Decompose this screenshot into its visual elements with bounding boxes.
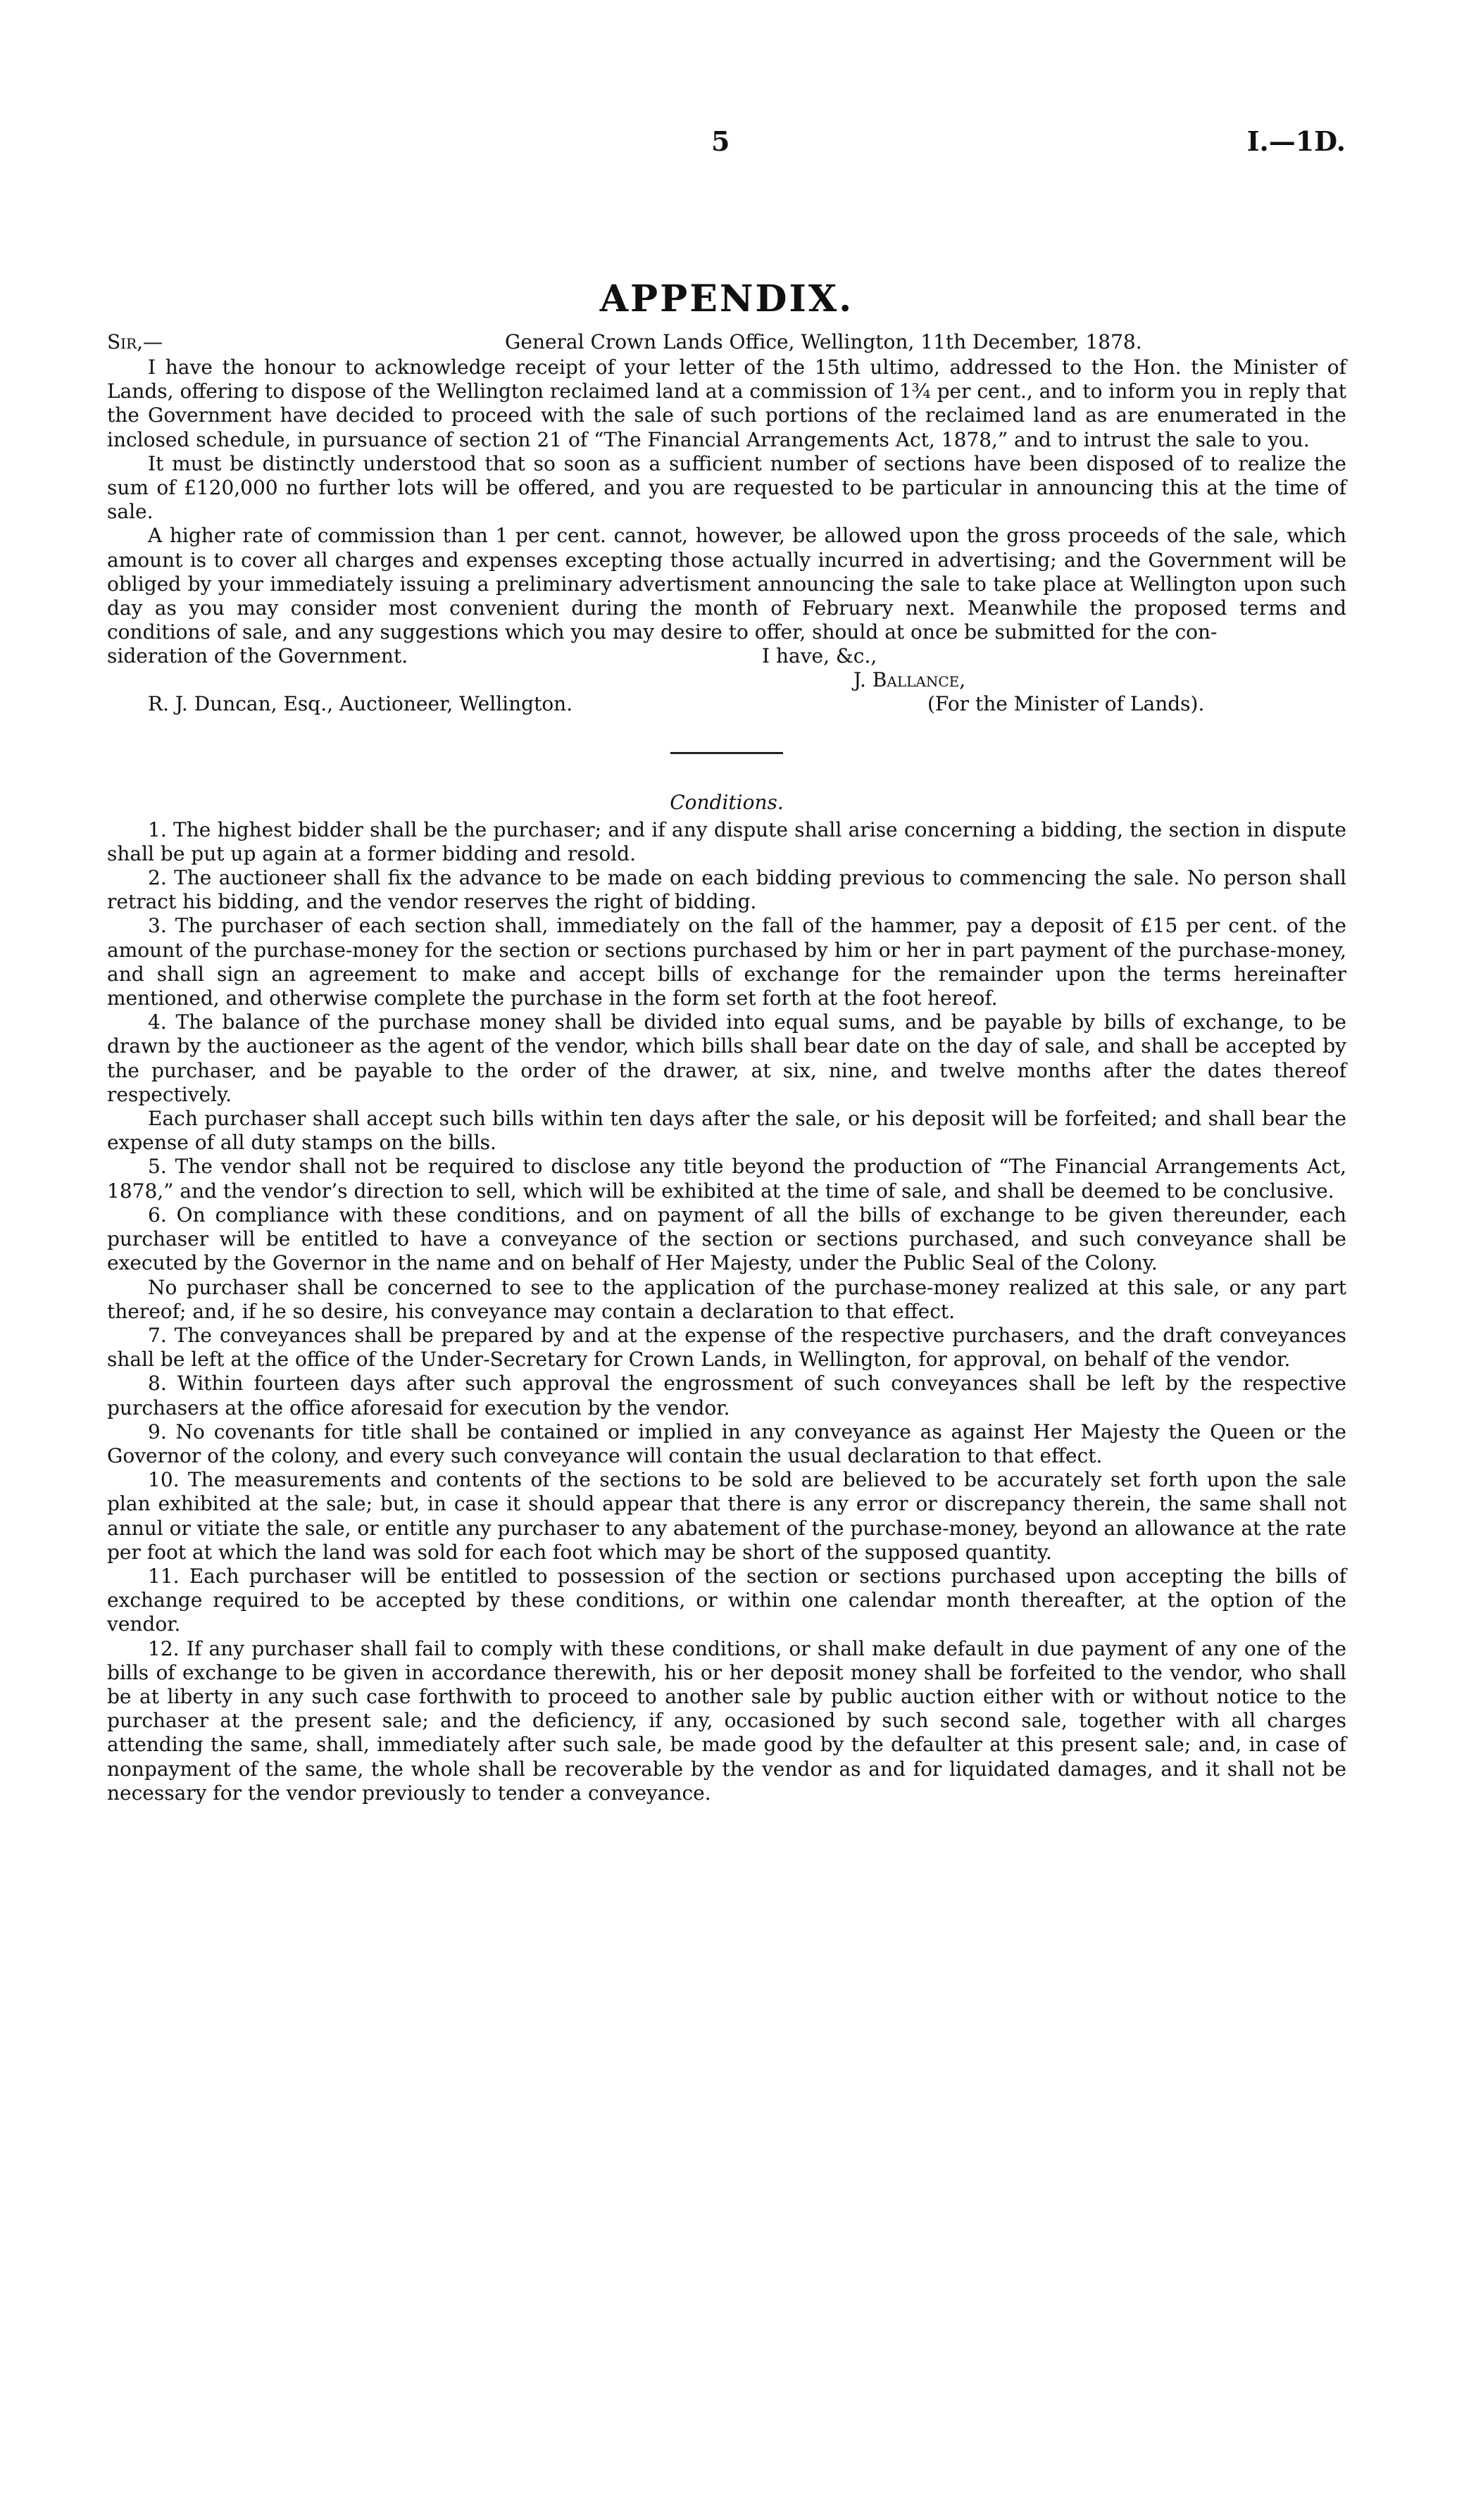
condition-1: 1. The highest bidder shall be the purchaser; and if any dispute shall arise concerning a bidding, the section in dispute shall be put up again at a former bidding and resold. bbox=[107, 817, 1346, 865]
closing-line bbox=[107, 644, 1346, 668]
page-number: 5 bbox=[711, 125, 730, 157]
condition-10: 10. The measurements and contents of the sections to be sold are believed to be accurately set forth upon the sale plan exhibited at the sale; but, in case it should appear that there is any error or discrepancy therein, the same shall not annul or vitiate the sale, or entitle any purchaser to any abatement of the purchase-money, beyond an allowance at the rate per foot at which the land was sold for each foot which may be short of the supposed quantity. bbox=[107, 1468, 1346, 1564]
dateline: General Crown Lands Office, Wellington, 11th December, 1878. bbox=[505, 330, 1142, 353]
signature: J. Ballance, bbox=[853, 668, 966, 692]
condition-5: 5. The vendor shall not be required to disclose any title beyond the production of “The Financial Arrangements Act, 1878,” and the vendor’s direction to sell, which will be exhibited at the time of sale, and shall be deemed to be conclusive. bbox=[107, 1155, 1346, 1203]
condition-8: 8. Within fourteen days after such approval the engrossment of such conveyances shall be left by the respective purchasers at the office aforesaid for execution by the vendor. bbox=[107, 1372, 1346, 1419]
salutation-line bbox=[107, 330, 1346, 356]
condition-3: 3. The purchaser of each section shall, immediately on the fall of the hammer, pay a deposit of £15 per cent. of the amount of the purchase-money for the section or sections purchased by him or her in part payment of the purchase-money, and shall sign an agreement to make and accept bills of exchange for the remainder upon the terms hereinafter mentioned, and otherwise complete the purchase in the form set forth at the foot hereof. bbox=[107, 914, 1346, 1010]
condition-7: 7. The conveyances shall be prepared by and at the expense of the respective purchasers, and the draft conveyances shall be left at the office of the Under-Secretary for Crown Lands, in Wellington, for approval, on behalf of the vendor. bbox=[107, 1323, 1346, 1372]
letter-paragraph-3: A higher rate of commission than 1 per cent. cannot, however, be allowed upon the gross proceeds of the sale, which amount is to cover all charges and expenses excepting those actually incurred in advertising; and the Government will be obliged by your immediately issuing a preliminary advertisment announcing the sale to take place at Wellington upon such day as you may consider most convenient during the month of February next. Meanwhile the proposed terms and conditions of sale, and any suggestions which you may desire to offer, should at once be submitted for the con- bbox=[107, 524, 1346, 644]
document-reference: I.—1D. bbox=[1246, 125, 1346, 157]
conditions-heading: Conditions. bbox=[670, 791, 784, 815]
salutation: Sir,— bbox=[107, 330, 163, 353]
letter-paragraph-1: I have the honour to acknowledge receipt of your letter of the 15th ultimo, addressed to the Hon. the Minister of Lands, offering to dispose of the Wellington reclaimed land at a commission of 1¾ per cent., and to inform you in reply that the Government have decided to proceed with the sale of such portions of the reclaimed land as are enumerated in the inclosed schedule, in pursuance of section 21 of “The Financial Arrangements Act, 1878,” and to intrust the sale to you. bbox=[107, 356, 1346, 451]
condition-2: 2. The auctioneer shall fix the advance to be made on each bidding previous to commencing the sale. No person shall retract his bidding, and the vendor reserves the right of bidding. bbox=[107, 866, 1346, 914]
appendix-title: APPENDIX. bbox=[599, 277, 854, 320]
condition-9: 9. No covenants for title shall be contained or implied in any conveyance as against Her Majesty the Queen or the Governor of the colony, and every such conveyance will contain the usual declaration to that effect. bbox=[107, 1419, 1346, 1467]
signatory-role: (For the Minister of Lands). bbox=[927, 692, 1205, 716]
document-body bbox=[107, 278, 1346, 1805]
letter-paragraph-3-end: sideration of the Government. bbox=[107, 644, 408, 668]
condition-4: 4. The balance of the purchase money shall be divided into equal sums, and be payable by bills of exchange, to be drawn by the auctioneer as the agent of the vendor, which bills shall bear date on the day of sale, and shall be accepted by the purchaser, and be payable to the order of the drawer, at six, nine, and twelve months after the dates thereof respectively. bbox=[107, 1010, 1346, 1106]
page-header bbox=[0, 125, 1464, 168]
condition-12: 12. If any purchaser shall fail to comply with these conditions, or shall make default in due payment of any one of the bills of exchange to be given in accordance therewith, his or her deposit money shall be forfeited to the vendor, who shall be at liberty in any such case forthwith to proceed to another sale by public auction either with or without notice to the purchaser at the present sale; and the deficiency, if any, occasioned by such second sale, together with all charges attending the same, shall, immediately after such sale, be made good by the defaulter at this present sale; and, in case of nonpayment of the same, the whole shall be recoverable by the vendor as and for liquidated damages, and it shall not be necessary for the vendor previously to tender a conveyance. bbox=[107, 1636, 1346, 1805]
signature-line bbox=[107, 668, 1346, 692]
closing: I have, &c., bbox=[762, 644, 877, 668]
section-divider bbox=[670, 752, 783, 754]
condition-4-continued: Each purchaser shall accept such bills within ten days after the sale, or his deposit will be forfeited; and shall bear the expense of all duty stamps on the bills. bbox=[107, 1107, 1346, 1155]
address-line bbox=[107, 692, 1346, 720]
condition-11: 11. Each purchaser will be entitled to possession of the section or sections purchased upon accepting the bills of exchange required to be accepted by these conditions, or within one calendar month thereafter, at the option of the vendor. bbox=[107, 1564, 1346, 1636]
condition-6: 6. On compliance with these conditions, and on payment of all the bills of exchange to be given thereunder, each purchaser will be entitled to have a conveyance of the section or sections purchased, and such conveyance shall be executed by the Governor in the name and on behalf of Her Majesty, under the Public Seal of the Colony. bbox=[107, 1203, 1346, 1275]
addressee: R. J. Duncan, Esq., Auctioneer, Wellington. bbox=[148, 692, 573, 716]
condition-6-continued: No purchaser shall be concerned to see to the application of the purchase-money realized at this sale, or any part thereof; and, if he so desire, his conveyance may contain a declaration to that effect. bbox=[107, 1275, 1346, 1323]
letter-paragraph-2: It must be distinctly understood that so soon as a sufficient number of sections have been disposed of to realize the sum of £120,000 no further lots will be offered, and you are requested to be particular in announcing this at the time of sale. bbox=[107, 451, 1346, 524]
